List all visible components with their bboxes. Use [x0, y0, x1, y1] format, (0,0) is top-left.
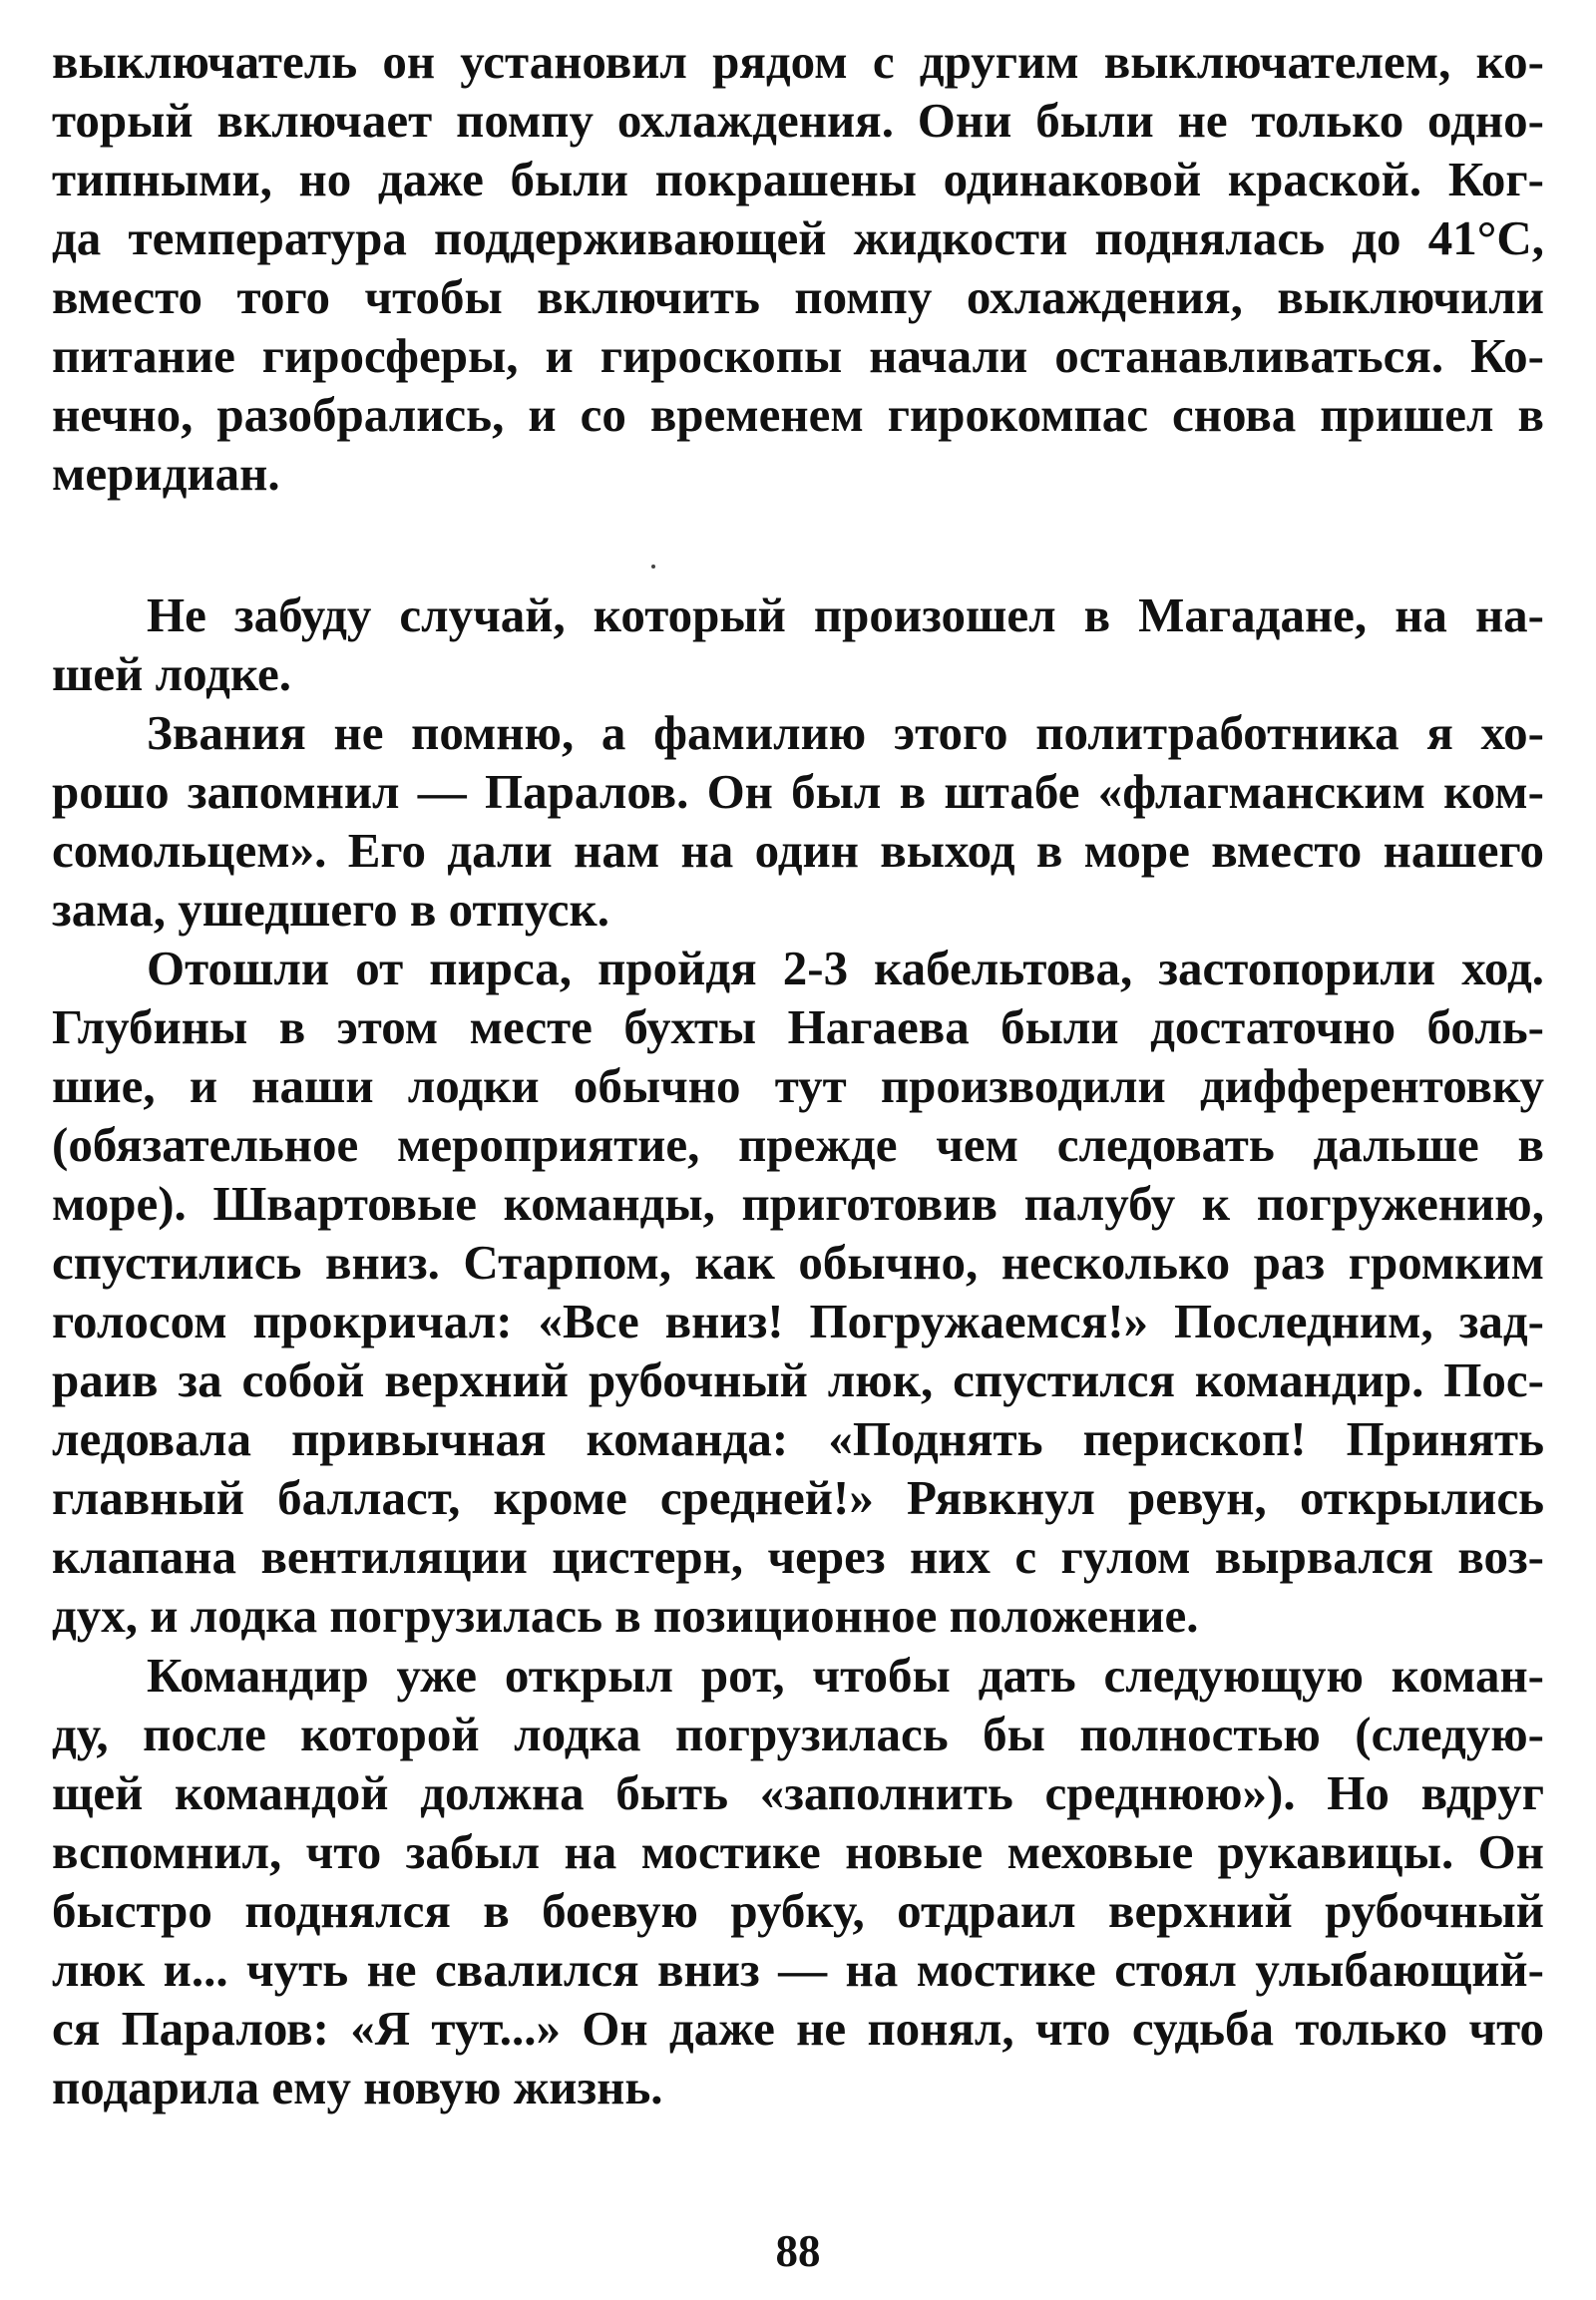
text-line: нечно, разобрались, и со временем гирокомпас снова пришел в [52, 387, 1544, 442]
text-line: питание гиросферы, и гироскопы начали останавливаться. Ко- [52, 328, 1544, 383]
text-line: шие, и наши лодки обычно тут производили дифферентовку [52, 1058, 1544, 1113]
text-line: да температура поддерживающей жидкости поднялась до 41°С, [52, 210, 1544, 265]
paragraph-1 [52, 32, 1544, 503]
text-line: выключатель он установил рядом с другим выключателем, ко- [52, 34, 1544, 89]
text-line: Звания не помню, а фамилию этого политработника я хо- [147, 705, 1544, 760]
text-line: дух, и лодка погрузилась в позиционное положение. [52, 1588, 1199, 1643]
text-line: Отошли от пирса, пройдя 2-3 кабельтова, застопорили ход. [147, 941, 1544, 995]
text-line: вспомнил, что забыл на мостике новые меховые рукавицы. Он [52, 1824, 1544, 1879]
text-line: типными, но даже были покрашены одинаковой краской. Ког- [52, 152, 1544, 206]
text-line: меридиан. [52, 446, 280, 501]
text-line: рошо запомнил — Паралов. Он был в штабе «флагманским ком- [52, 764, 1544, 819]
text-line: Глубины в этом месте бухты Нагаева были достаточно боль- [52, 999, 1544, 1054]
text-line: шей лодке. [52, 646, 291, 701]
page-number: 88 [775, 2226, 821, 2276]
text-line: главный балласт, кроме средней!» Рявкнул ревун, открылись [52, 1470, 1544, 1525]
text-line: вместо того чтобы включить помпу охлаждения, выключили [52, 269, 1544, 324]
text-line: быстро поднялся в боевую рубку, отдраил верхний рубочный [52, 1883, 1544, 1938]
text-line: ледовала привычная команда: «Поднять перископ! Принять [52, 1411, 1544, 1466]
paragraph-4 [52, 939, 1544, 1645]
text-line: ся Паралов: «Я тут...» Он даже не понял, что судьба только что [52, 2001, 1544, 2056]
text-line: подарила ему новую жизнь. [52, 2060, 663, 2114]
paragraph-5 [52, 1646, 1544, 2116]
text-line: сомольцем». Его дали нам на один выход в море вместо нашего [52, 823, 1544, 878]
text-line: клапана вентиляции цистерн, через них с гулом вырвался воз- [52, 1529, 1544, 1584]
text-line: раив за собой верхний рубочный люк, спустился командир. Пос- [52, 1352, 1544, 1407]
text-line: Не забуду случай, который произошел в Магадане, на на- [147, 587, 1544, 642]
text-line: щей командой должна быть «заполнить среднюю»). Но вдруг [52, 1765, 1544, 1820]
text-line: торый включает помпу охлаждения. Они были не только одно- [52, 93, 1544, 148]
text-line: (обязательное мероприятие, прежде чем следовать дальше в [52, 1117, 1544, 1172]
text-line: зама, ушедшего в отпуск. [52, 882, 609, 937]
text-line: море). Швартовые команды, приготовив палубу к погружению, [52, 1176, 1544, 1231]
paragraph-2 [52, 585, 1544, 703]
text-line: Командир уже открыл рот, чтобы дать следующую коман- [147, 1648, 1544, 1703]
text-line: голосом прокричал: «Все вниз! Погружаемся!» Последним, зад- [52, 1294, 1544, 1348]
text-line: спустились вниз. Старпом, как обычно, несколько раз громким [52, 1235, 1544, 1290]
text-line: люк и... чуть не свалился вниз — на мостике стоял улыбающий- [52, 1942, 1544, 1997]
text-line: ду, после которой лодка погрузилась бы полностью (следую- [52, 1707, 1544, 1761]
print-speck [651, 565, 655, 569]
paragraph-3 [52, 703, 1544, 939]
